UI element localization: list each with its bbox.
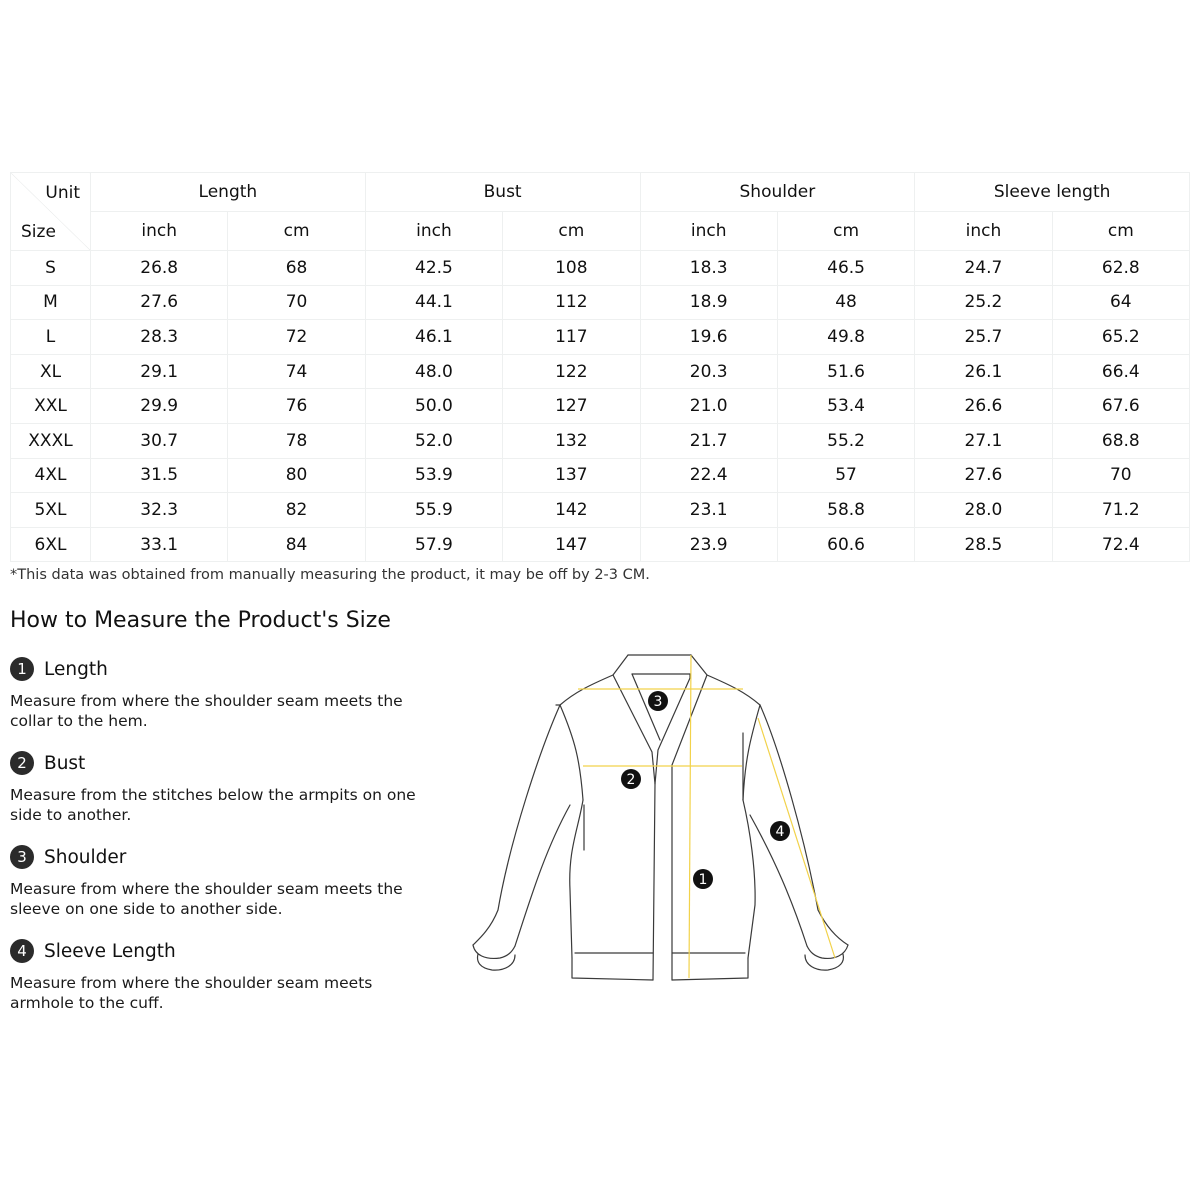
measure-description: Measure from where the shoulder seam meets armhole to the cuff. (10, 974, 373, 1012)
value-cell: 112 (503, 285, 640, 320)
value-cell: 127 (503, 389, 640, 424)
value-cell: 18.3 (640, 251, 777, 286)
value-cell: 72.4 (1052, 527, 1189, 562)
value-cell: 25.2 (915, 285, 1052, 320)
value-cell: 30.7 (91, 423, 228, 458)
measure-label: Length (44, 658, 108, 680)
value-cell: 70 (228, 285, 365, 320)
marker-4-icon (770, 821, 790, 841)
size-cell: XXL (11, 389, 91, 424)
value-cell: 28.3 (91, 320, 228, 355)
value-cell: 27.6 (915, 458, 1052, 493)
table-row (11, 527, 1190, 562)
corner-header-cell (11, 173, 91, 251)
measure-item-bust (10, 749, 430, 843)
value-cell: 53.9 (365, 458, 502, 493)
value-cell: 33.1 (91, 527, 228, 562)
size-cell: 5XL (11, 493, 91, 528)
unit-header: inch (915, 212, 1052, 251)
unit-header: cm (503, 212, 640, 251)
value-cell: 84 (228, 527, 365, 562)
svg-text:3: 3 (653, 694, 663, 710)
value-cell: 29.9 (91, 389, 228, 424)
measure-description: Measure from where the shoulder seam meets the sleeve on one side to another side. (10, 880, 403, 918)
value-cell: 27.6 (91, 285, 228, 320)
value-cell: 19.6 (640, 320, 777, 355)
value-cell: 78 (228, 423, 365, 458)
value-cell: 29.1 (91, 354, 228, 389)
value-cell: 72 (228, 320, 365, 355)
sleeve-length-line (758, 718, 835, 958)
value-cell: 26.1 (915, 354, 1052, 389)
value-cell: 23.1 (640, 493, 777, 528)
measure-label: Sleeve Length (44, 940, 176, 962)
unit-header: inch (91, 212, 228, 251)
value-cell: 46.5 (777, 251, 914, 286)
value-cell: 70 (1052, 458, 1189, 493)
unit-header: inch (365, 212, 502, 251)
jacket-measurement-diagram (460, 640, 860, 1000)
value-cell: 50.0 (365, 389, 502, 424)
value-cell: 53.4 (777, 389, 914, 424)
table-row (11, 458, 1190, 493)
size-chart-table (10, 172, 1190, 562)
table-row (11, 285, 1190, 320)
number-badge-icon: 4 (10, 939, 34, 963)
svg-text:1: 1 (698, 872, 708, 888)
value-cell: 66.4 (1052, 354, 1189, 389)
value-cell: 28.0 (915, 493, 1052, 528)
value-cell: 48.0 (365, 354, 502, 389)
size-cell: L (11, 320, 91, 355)
value-cell: 64 (1052, 285, 1189, 320)
size-cell: 4XL (11, 458, 91, 493)
unit-header: cm (777, 212, 914, 251)
value-cell: 74 (228, 354, 365, 389)
value-cell: 26.8 (91, 251, 228, 286)
measurement-disclaimer: *This data was obtained from manually measuring the product, it may be off by 2-3 CM. (10, 567, 650, 583)
svg-text:2: 2 (626, 772, 636, 788)
table-row (11, 493, 1190, 528)
svg-text:4: 4 (775, 824, 785, 840)
value-cell: 57.9 (365, 527, 502, 562)
table-row (11, 423, 1190, 458)
marker-1-icon (693, 869, 713, 889)
value-cell: 132 (503, 423, 640, 458)
measure-description: Measure from where the shoulder seam meets the collar to the hem. (10, 692, 403, 730)
table-body (11, 251, 1190, 562)
value-cell: 142 (503, 493, 640, 528)
value-cell: 26.6 (915, 389, 1052, 424)
measure-item-sleeve-length (10, 937, 430, 1031)
measure-description: Measure from the stitches below the armpits on one side to another. (10, 786, 416, 824)
value-cell: 23.9 (640, 527, 777, 562)
size-cell: XXXL (11, 423, 91, 458)
value-cell: 80 (228, 458, 365, 493)
marker-3-icon (648, 691, 668, 711)
value-cell: 44.1 (365, 285, 502, 320)
table-row (11, 320, 1190, 355)
group-header-sleeve-length: Sleeve length (915, 173, 1190, 212)
value-cell: 76 (228, 389, 365, 424)
value-cell: 68 (228, 251, 365, 286)
value-cell: 60.6 (777, 527, 914, 562)
value-cell: 28.5 (915, 527, 1052, 562)
value-cell: 58.8 (777, 493, 914, 528)
value-cell: 31.5 (91, 458, 228, 493)
value-cell: 55.9 (365, 493, 502, 528)
value-cell: 62.8 (1052, 251, 1189, 286)
unit-header: inch (640, 212, 777, 251)
value-cell: 52.0 (365, 423, 502, 458)
value-cell: 55.2 (777, 423, 914, 458)
group-header-length: Length (91, 173, 366, 212)
number-badge-icon: 1 (10, 657, 34, 681)
measure-item-shoulder (10, 843, 430, 937)
unit-header: cm (228, 212, 365, 251)
value-cell: 122 (503, 354, 640, 389)
table-group-header-row (11, 173, 1190, 212)
value-cell: 25.7 (915, 320, 1052, 355)
size-cell: 6XL (11, 527, 91, 562)
value-cell: 27.1 (915, 423, 1052, 458)
value-cell: 82 (228, 493, 365, 528)
size-cell: S (11, 251, 91, 286)
length-line (689, 655, 691, 978)
value-cell: 65.2 (1052, 320, 1189, 355)
table-row (11, 389, 1190, 424)
value-cell: 32.3 (91, 493, 228, 528)
size-cell: XL (11, 354, 91, 389)
unit-label: Unit (45, 183, 80, 203)
group-header-bust: Bust (365, 173, 640, 212)
number-badge-icon: 3 (10, 845, 34, 869)
size-label: Size (21, 222, 56, 242)
marker-2-icon (621, 769, 641, 789)
value-cell: 46.1 (365, 320, 502, 355)
value-cell: 51.6 (777, 354, 914, 389)
value-cell: 24.7 (915, 251, 1052, 286)
value-cell: 22.4 (640, 458, 777, 493)
table-row (11, 354, 1190, 389)
size-cell: M (11, 285, 91, 320)
table-row (11, 251, 1190, 286)
value-cell: 18.9 (640, 285, 777, 320)
value-cell: 71.2 (1052, 493, 1189, 528)
value-cell: 49.8 (777, 320, 914, 355)
value-cell: 20.3 (640, 354, 777, 389)
value-cell: 147 (503, 527, 640, 562)
value-cell: 108 (503, 251, 640, 286)
value-cell: 67.6 (1052, 389, 1189, 424)
table-unit-header-row (11, 212, 1190, 251)
value-cell: 57 (777, 458, 914, 493)
measure-label: Shoulder (44, 846, 127, 868)
group-header-shoulder: Shoulder (640, 173, 915, 212)
value-cell: 21.7 (640, 423, 777, 458)
measure-label: Bust (44, 752, 86, 774)
value-cell: 21.0 (640, 389, 777, 424)
number-badge-icon: 2 (10, 751, 34, 775)
measure-guide-list (10, 655, 430, 1031)
unit-header: cm (1052, 212, 1189, 251)
value-cell: 42.5 (365, 251, 502, 286)
measure-item-length (10, 655, 430, 749)
measure-guide-title: How to Measure the Product's Size (10, 608, 391, 633)
value-cell: 68.8 (1052, 423, 1189, 458)
value-cell: 48 (777, 285, 914, 320)
value-cell: 137 (503, 458, 640, 493)
value-cell: 117 (503, 320, 640, 355)
